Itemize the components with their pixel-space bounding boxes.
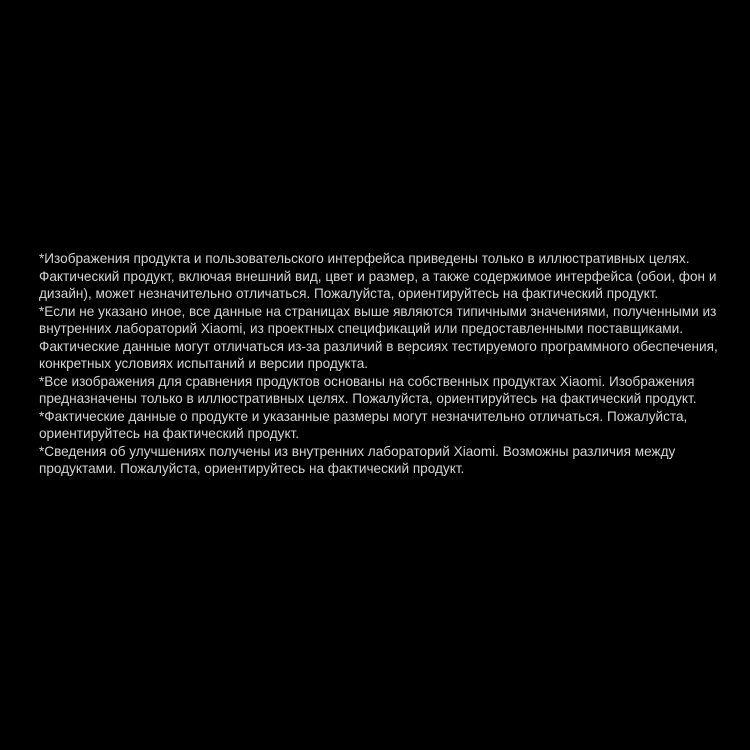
disclaimer-note-images: *Изображения продукта и пользовательского интерфейса приведены только в иллюстративных целях. Фактический продукт, включая внешний вид, цвет и размер, а также содержимое интерфейса (обои, фон и дизайн), может незначительно отличаться. Пожалуйста, ориентируйтесь на фактический продукт. xyxy=(39,251,717,301)
disclaimer-note-comparison: *Все изображения для сравнения продуктов основаны на собственных продуктах Xiaomi. Изображения предназначены только в иллюстративных целях. Пожалуйста, ориентируйтесь на фактический продукт. xyxy=(39,373,697,406)
disclaimer-note-data: *Если не указано иное, все данные на страницах выше являются типичными значениями, полученными из внутренних лабораторий Xiaomi, из проектных спецификаций или предоставленными поставщиками. Фактические данные могут отличаться из-за различий в версиях тестируемого программного обеспечения, конкретных условиях испытаний и версии продукта. xyxy=(39,303,718,371)
disclaimer-note-dimensions: *Фактические данные о продукте и указанные размеры могут незначительно отличаться. Пожалуйста, ориентируйтесь на фактический продукт. xyxy=(39,408,688,441)
disclaimer-note-improvements: *Сведения об улучшениях получены из внутренних лабораторий Xiaomi. Возможны различия между продуктами. Пожалуйста, ориентируйтесь на фактический продукт. xyxy=(39,443,676,476)
disclaimer-notes xyxy=(39,250,719,478)
